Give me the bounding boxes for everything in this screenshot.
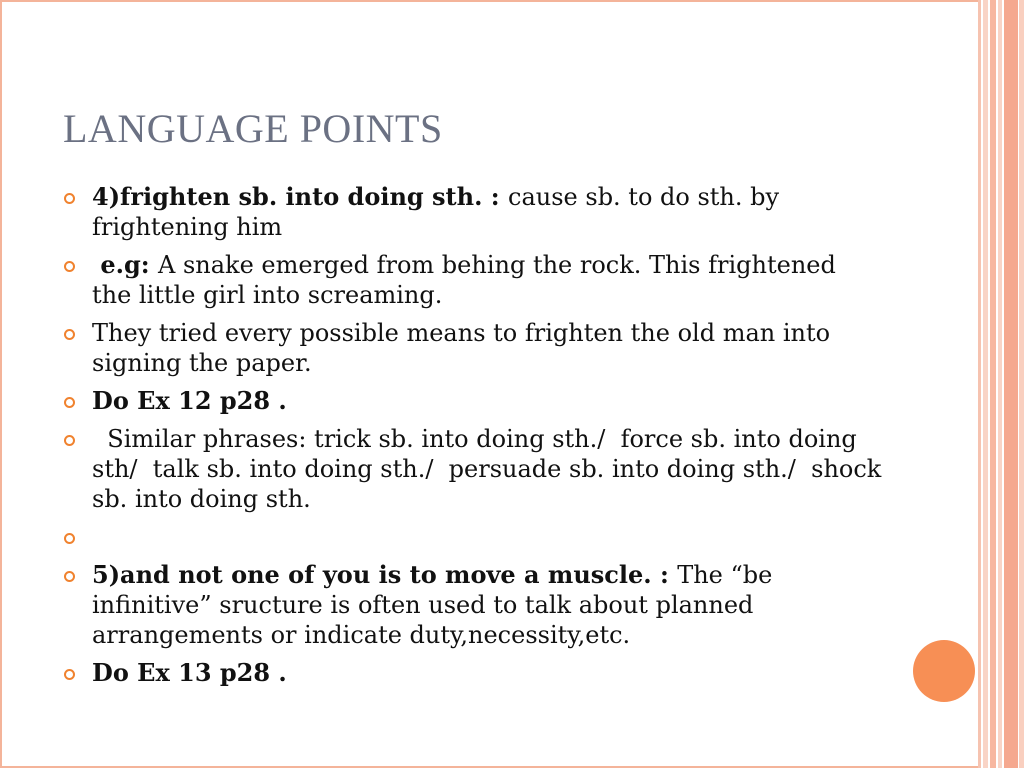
decorative-stripe <box>990 0 996 768</box>
bullet-text: Similar phrases: trick sb. into doing sth./ force sb. into doing sth/ talk sb. into doing sth./ persuade sb. into doing sth./ shock sb. into doing sth. <box>92 425 889 513</box>
accent-circle <box>913 640 975 702</box>
bullet-bold-text: Do Ex 12 p28 . <box>92 386 287 415</box>
bullet-bold-text: Do Ex 13 p28 . <box>92 658 287 687</box>
decorative-stripe <box>998 0 1002 768</box>
bullet-circle-icon <box>64 193 75 204</box>
frame-left-border <box>0 0 2 768</box>
decorative-stripe <box>1019 0 1024 768</box>
bullet-circle-icon <box>64 261 75 272</box>
decorative-stripe <box>1004 0 1018 768</box>
bullet-item <box>62 182 882 242</box>
bullet-bold-text: 5)and not one of you is to move a muscle. : <box>92 560 678 589</box>
bullet-item <box>62 560 882 650</box>
bullet-item <box>62 250 882 310</box>
bullet-list <box>62 182 889 696</box>
bullet-text: cause sb. to do sth. by frightening him <box>92 183 780 241</box>
frame-top-border <box>0 0 978 2</box>
bullet-circle-icon <box>64 435 75 446</box>
bullet-text: They tried every possible means to frighten the old man into signing the paper. <box>92 319 831 377</box>
bullet-item <box>62 522 882 552</box>
bullet-circle-icon <box>64 571 75 582</box>
decorative-stripe <box>983 0 988 768</box>
bullet-item <box>62 318 882 378</box>
bullet-bold-text: 4)frighten sb. into doing sth. : <box>92 182 509 211</box>
bullet-circle-icon <box>64 669 75 680</box>
bullet-text: The “be infinitive” sructure is often used to talk about planned arrangements or indicate duty,necessity,etc. <box>92 561 773 649</box>
bullet-text: A snake emerged from behing the rock. This frightened the little girl into screaming. <box>92 251 836 309</box>
bullet-circle-icon <box>64 533 75 544</box>
bullet-circle-icon <box>64 397 75 408</box>
bullet-circle-icon <box>64 329 75 340</box>
slide-title: LANGUAGE POINTS <box>63 106 443 151</box>
decorative-stripe <box>978 0 981 768</box>
bullet-bold-text: e.g: <box>92 250 158 279</box>
bullet-item <box>62 386 882 416</box>
bullet-item <box>62 658 882 688</box>
bullet-item <box>62 424 889 514</box>
